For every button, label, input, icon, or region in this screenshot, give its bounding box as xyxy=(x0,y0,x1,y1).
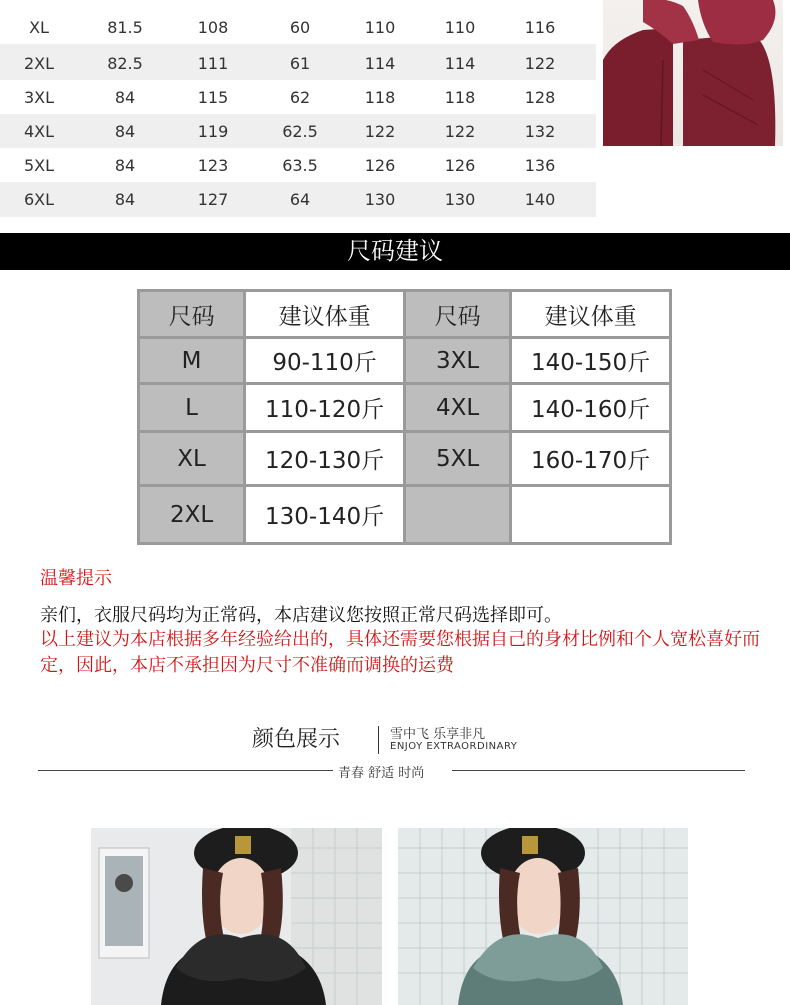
black-coat-illustration xyxy=(91,828,382,1005)
size-cell: 5XL xyxy=(404,432,510,486)
table-cell: 132 xyxy=(524,121,556,141)
size-cell: 5XL xyxy=(23,155,55,175)
table-row xyxy=(0,46,596,80)
table-cell: 140 xyxy=(524,189,556,209)
weight-cell: 160-170斤 xyxy=(511,432,671,486)
product-photo-black xyxy=(91,828,382,1005)
table-cell: 84 xyxy=(114,87,136,107)
weight-cell: 140-150斤 xyxy=(511,338,671,384)
table-cell: 126 xyxy=(444,155,476,175)
weight-cell: 140-160斤 xyxy=(511,384,671,432)
size-cell: XL xyxy=(29,17,49,37)
table-cell: 110 xyxy=(364,17,396,37)
colors-subtitle-cn: 雪中飞 乐享非凡 xyxy=(390,727,486,742)
table-cell: 111 xyxy=(197,53,229,73)
table-row xyxy=(0,114,596,148)
table-cell: 81.5 xyxy=(107,17,143,37)
table-row xyxy=(139,486,671,544)
table-cell: 62 xyxy=(289,87,311,107)
banner-title: 尺码建议 xyxy=(347,237,443,265)
burgundy-coat-illustration xyxy=(603,0,783,146)
table-cell: 122 xyxy=(364,121,396,141)
table-row xyxy=(139,384,671,432)
weight-cell: 110-120斤 xyxy=(245,384,405,432)
table-cell: 127 xyxy=(197,189,229,209)
measurement-table xyxy=(0,0,596,217)
table-row xyxy=(0,182,596,216)
table-cell: 118 xyxy=(444,87,476,107)
size-advice-table xyxy=(137,289,672,545)
table-cell: 122 xyxy=(444,121,476,141)
size-cell: 3XL xyxy=(23,87,55,107)
table-cell: 130 xyxy=(364,189,396,209)
size-cell: M xyxy=(139,338,245,384)
weight-cell: 90-110斤 xyxy=(245,338,405,384)
table-cell: 114 xyxy=(444,53,476,73)
table-cell: 114 xyxy=(364,53,396,73)
divider-right xyxy=(452,770,745,771)
product-photo-burgundy xyxy=(603,0,783,146)
table-header-row xyxy=(139,291,671,338)
size-cell: 4XL xyxy=(23,121,55,141)
size-cell: 2XL xyxy=(23,53,55,73)
colors-subtitle-en: ENJOY EXTRAORDINARY xyxy=(390,741,518,752)
table-cell: 119 xyxy=(197,121,229,141)
size-cell xyxy=(404,486,510,544)
size-cell: 2XL xyxy=(139,486,245,544)
divider-left xyxy=(38,770,333,771)
table-cell: 126 xyxy=(364,155,396,175)
table-cell: 122 xyxy=(524,53,556,73)
colors-section-title: 颜色展示 xyxy=(252,727,341,752)
size-cell: 4XL xyxy=(404,384,510,432)
size-cell: 6XL xyxy=(23,189,55,209)
table-row xyxy=(0,10,596,44)
tips-line-warning: 以上建议为本店根据多年经验给出的，具体还需要您根据自己的身材比例和个人宽松喜好而定，因此，本店不承担因为尺寸不准确而调换的运费 xyxy=(40,629,760,676)
teal-coat-illustration xyxy=(398,828,688,1005)
table-cell: 60 xyxy=(289,17,311,37)
table-cell: 130 xyxy=(444,189,476,209)
table-row xyxy=(139,432,671,486)
table-cell: 84 xyxy=(114,121,136,141)
colors-slogan: 青春 舒适 时尚 xyxy=(338,766,425,781)
table-cell: 84 xyxy=(114,155,136,175)
table-cell: 64 xyxy=(289,189,311,209)
header-weight: 建议体重 xyxy=(511,291,671,338)
header-size: 尺码 xyxy=(139,291,245,338)
weight-cell: 130-140斤 xyxy=(245,486,405,544)
table-row xyxy=(0,80,596,114)
table-cell: 136 xyxy=(524,155,556,175)
size-cell: 3XL xyxy=(404,338,510,384)
table-cell: 82.5 xyxy=(107,53,143,73)
product-photo-teal xyxy=(398,828,688,1005)
table-cell: 116 xyxy=(524,17,556,37)
table-row xyxy=(0,148,596,182)
table-cell: 108 xyxy=(197,17,229,37)
table-cell: 61 xyxy=(289,53,311,73)
weight-cell: 120-130斤 xyxy=(245,432,405,486)
table-cell: 128 xyxy=(524,87,556,107)
table-cell: 62.5 xyxy=(282,121,318,141)
weight-cell xyxy=(511,486,671,544)
size-cell: XL xyxy=(139,432,245,486)
size-cell: L xyxy=(139,384,245,432)
table-cell: 84 xyxy=(114,189,136,209)
table-cell: 115 xyxy=(197,87,229,107)
table-cell: 118 xyxy=(364,87,396,107)
tips-title: 温馨提示 xyxy=(40,568,112,589)
table-cell: 123 xyxy=(197,155,229,175)
header-weight: 建议体重 xyxy=(245,291,405,338)
table-cell: 63.5 xyxy=(282,155,318,175)
title-divider xyxy=(378,726,379,754)
tips-line-normal: 亲们，衣服尺码均为正常码，本店建议您按照正常尺码选择即可。 xyxy=(40,605,562,626)
table-cell: 110 xyxy=(444,17,476,37)
header-size: 尺码 xyxy=(404,291,510,338)
table-row xyxy=(139,338,671,384)
size-advice-banner xyxy=(0,233,790,270)
